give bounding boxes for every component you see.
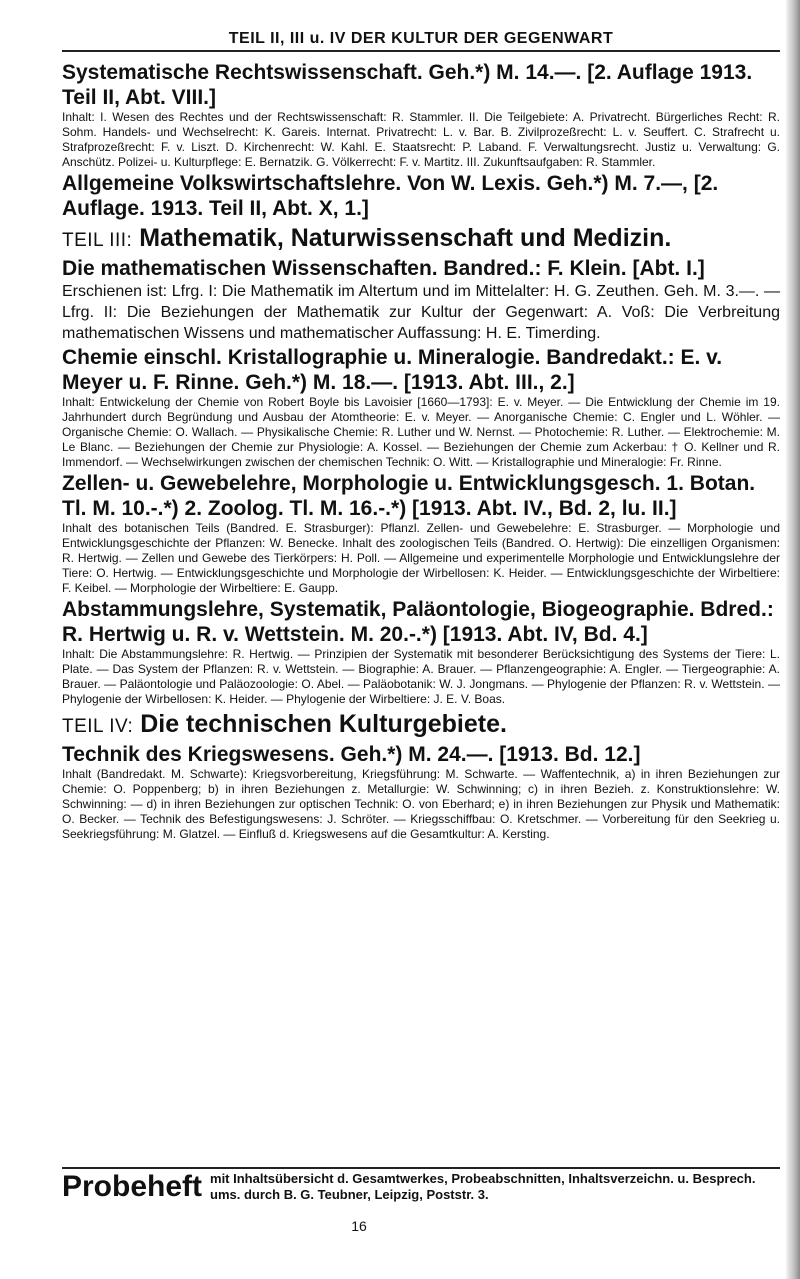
entry-contents: Inhalt des botanischen Teils (Bandred. E. Strasburger): Pflanzl. Zellen- und Gewebelehre: E. Strasburger. — Morphologie und Entwicklungsgeschichte der Pflanzen: W. Benecke. Inhalt des zoologischen Teils (Bandred. O. Hertwig): Die einzelligen Organismen: R. Hertwig. — Zellen und Gewebe des Tierkörpers: H. Poll. — Allgemeine und experimentelle Morphologie und Entwicklungslehre der Tiere: O. Hertwig. — Entwicklungsgeschichte und Morphologie der Wirbellosen: K. Heider. — Entwicklungsgeschichte der Wirbeltiere: F. Keibel. — Morphologie der Wirbeltiere: E. Gaupp. [62, 521, 780, 595]
part-heading-3 [62, 223, 780, 256]
footer [62, 1167, 780, 1203]
page-edge-shadow [786, 0, 800, 1279]
entry-technik [62, 742, 780, 842]
entry-text: Erschienen ist: Lfrg. I: Die Mathematik im Altertum und im Mittelalter: H. G. Zeuthen. Geh. M. 3.—. — Lfrg. II: Die Beziehungen der Mathematik zur Kultur der Gegenwart: A. Voß: Die Verbreitung mathematischen Wissens und mathematischer Auffassung: H. E. Timerding. [62, 283, 780, 342]
page-number: 16 [351, 1218, 367, 1234]
entry-abstammung [62, 597, 780, 707]
entry-zellen [62, 471, 780, 596]
entry-heading: Technik des Kriegswesens. Geh.*) M. 24.—. [1913. Bd. 12.] [62, 743, 641, 766]
entry-chemie [62, 345, 780, 470]
entry-contents: Inhalt: Die Abstammungslehre: R. Hertwig. — Prinzipien der Systematik mit besonderer Berücksichtigung des Systems der Tiere: L. Plate. — Das System der Pflanzen: R. v. Wettstein. — Biographie: A. Brauer. — Pflanzengeographie: A. Engler. — Tiergeographie: A. Brauer. — Paläontologie und Paläozoologie: O. Abel. — Paläobotanik: W. J. Jongmans. — Phylogenie der Pflanzen: R. v. Wettstein. — Phylogenie der Wirbellosen: K. Heider. — Phylogenie der Wirbeltiere: J. E. V. Boas. [62, 647, 780, 706]
entry-mathematik [62, 256, 780, 344]
entry-rechtswissenschaft [62, 60, 780, 170]
entry-volkswirtschaftslehre [62, 171, 780, 221]
entry-heading: Chemie einschl. Kristallographie u. Mineralogie. Bandredakt.: E. v. Meyer u. F. Rinne. Geh.*) M. 18.—. [1913. Abt. III., 2.] [62, 346, 723, 394]
part-heading-4 [62, 709, 780, 742]
footer-text: mit Inhaltsübersicht d. Gesamtwerkes, Probeabschnitten, Inhaltsverzeichn. u. Besprech. ums. durch B. G. Teubner, Leipzig, Poststr. 3. [210, 1171, 756, 1202]
entry-heading: Abstammungslehre, Systematik, Paläontologie, Biogeographie. Bdred.: R. Hertwig u. R. v. Wettstein. M. 20.-.*) [1913. Abt. IV, Bd. 4.] [62, 598, 774, 646]
part-label: TEIL III: [62, 230, 133, 251]
part-title: Die technischen Kulturgebiete. [140, 710, 507, 738]
page-content [62, 30, 780, 843]
footer-title: Probeheft [62, 1170, 203, 1203]
running-head: TEIL II, III u. IV DER KULTUR DER GEGENWART [62, 30, 780, 52]
entry-contents: Inhalt: I. Wesen des Rechtes und der Rechtswissenschaft: R. Stammler. II. Die Teilgebiete: A. Privatrecht. Bürgerliches Recht: R. Sohm. Handels- und Wechselrecht: K. Gareis. Internat. Privatrecht: L. v. Bar. B. Zivilprozeßrecht: L. v. Seuffert. C. Strafrecht u. Strafprozeßrecht: F. v. Liszt. D. Kirchenrecht: W. Kahl. E. Staatsrecht: P. Laband. F. Verwaltungsrecht. Justiz u. Verwaltung: G. Anschütz. Polizei- u. Kulturpflege: E. Bernatzik. G. Völkerrecht: F. v. Martitz. III. Zukunftsaufgaben: R. Stammler. [62, 110, 780, 169]
entry-heading: Die mathematischen Wissenschaften. Bandred.: F. Klein. [Abt. I.] [62, 257, 705, 280]
entry-contents: Inhalt: Entwickelung der Chemie von Robert Boyle bis Lavoisier [1660—1793]: E. v. Meyer. — Die Entwicklung der Chemie im 19. Jahrhundert durch Begründung und Ausbau der Atomtheorie: E. v. Meyer. — Anorganische Chemie: C. Engler und L. Wöhler. — Organische Chemie: O. Wallach. — Physikalische Chemie: R. Luther und W. Nernst. — Photochemie: R. Luther. — Elektrochemie: M. Le Blanc. — Beziehungen der Chemie zur Physiologie: A. Kossel. — Beziehungen der Chemie zum Ackerbau: † O. Kellner und R. Immendorf. — Wechselwirkungen zwischen der chemischen Technik: O. Witt. — Kristallographie und Mineralogie: Fr. Rinne. [62, 395, 780, 469]
entry-heading: Allgemeine Volkswirtschaftslehre. Von W. Lexis. Geh.*) M. 7.—, [2. Auflage. 1913. Teil II, Abt. X, 1.] [62, 172, 719, 220]
entry-heading: Systematische Rechtswissenschaft. Geh.*) M. 14.—. [2. Auflage 1913. Teil II, Abt. VIII.] [62, 61, 753, 109]
entry-heading: Zellen- u. Gewebelehre, Morphologie u. Entwicklungsgesch. 1. Botan. Tl. M. 10.-.*) 2. Zoolog. Tl. M. 16.-.*) [1913. Abt. IV., Bd. 2, lu. II.] [62, 472, 756, 520]
part-title: Mathematik, Naturwissenschaft und Medizin. [139, 224, 672, 252]
part-label: TEIL IV: [62, 716, 134, 737]
entry-contents: Inhalt (Bandredakt. M. Schwarte): Kriegsvorbereitung, Kriegsführung: M. Schwarte. — Waffentechnik, a) in ihren Beziehungen zur Chemie: O. Poppenberg; b) in ihren Beziehungen z. Metallurgie: W. Schwinning; c) in ihren Bezieh. z. Konstruktionslehre: W. Schwinning: — d) in ihren Beziehungen zur optischen Technik: O. von Eberhard; e) in ihren Beziehungen zur Physik und Mathematik: O. Becker. — Technik des Befestigungswesens: J. Schröter. — Kriegsschiffbau: O. Kretschmer. — Vorbereitung für den Seekrieg u. Seekriegsführung: M. Glatzel. — Einfluß d. Kriegswesens auf die Gesamtkultur: A. Kersting. [62, 767, 780, 841]
